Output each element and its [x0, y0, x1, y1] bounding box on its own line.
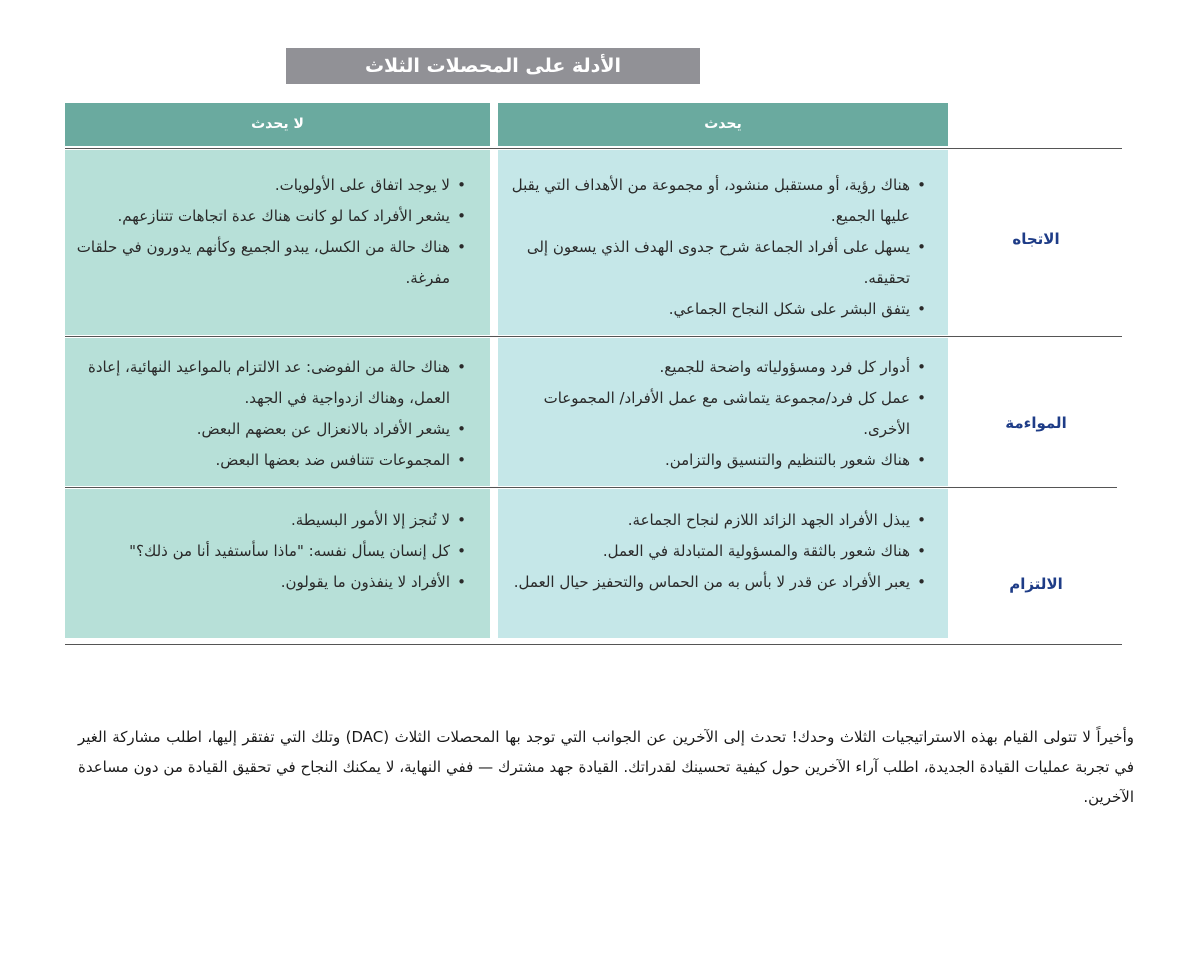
bullet-list — [73, 352, 466, 476]
cell-commitment-doesnt — [65, 489, 490, 638]
bullet-list — [506, 352, 926, 476]
list-item: • عمل كل فرد/مجموعة يتماشى مع عمل الأفراد/ المجموعات الأخرى. — [506, 383, 926, 445]
bullet-list — [73, 170, 466, 294]
list-item: • هناك رؤية، أو مستقبل منشود، أو مجموعة من الأهداف التي يقبل عليها الجميع. — [506, 170, 926, 232]
bullet-list — [506, 170, 926, 325]
cell-direction-does — [498, 150, 948, 335]
list-item: • كل إنسان يسأل نفسه: "ماذا سأستفيد أنا من ذلك؟" — [73, 536, 466, 567]
table-rule-top — [65, 148, 1122, 149]
list-item: • يبذل الأفراد الجهد الزائد اللازم لنجاح الجماعة. — [506, 505, 926, 536]
column-header-does: يحدث — [498, 103, 948, 146]
bullet-list — [73, 505, 466, 598]
list-item: • يعبر الأفراد عن قدر لا بأس به من الحماس والتحفيز حيال العمل. — [506, 567, 926, 598]
list-item: • يشعر الأفراد كما لو كانت هناك عدة اتجاهات تتنازعهم. — [73, 201, 466, 232]
cell-alignment-does — [498, 338, 948, 486]
list-item: • هناك شعور بالتنظيم والتنسيق والتزامن. — [506, 445, 926, 476]
list-item: • هناك حالة من الفوضى: عد الالتزام بالمواعيد النهائية، إعادة العمل، وهناك ازدواجية في الجهد. — [73, 352, 466, 414]
list-item: • هناك حالة من الكسل، يبدو الجميع وكأنهم يدورون في حلقات مفرغة. — [73, 232, 466, 294]
row-label-direction: الاتجاه — [1012, 230, 1060, 248]
bullet-list — [506, 505, 926, 598]
list-item: • هناك شعور بالثقة والمسؤولية المتبادلة في العمل. — [506, 536, 926, 567]
closing-paragraph: وأخيراً لا تتولى القيام بهذه الاستراتيجيات الثلاث وحدك! تحدث إلى الآخرين عن الجوانب التي توجد بها المحصلات الثلاث (DAC) وتلك التي تفتقر إليها، اطلب مشاركة الغير في تجربة عمليات القيادة الجديدة، اطلب آراء الآخرين حول كيفية تحسينك لقدراتك. القيادة جهد مشترك — ففي النهاية، لا يمكنك النجاح في تحقيق القيادة من دون مساعدة الآخرين. — [78, 728, 1134, 806]
cell-alignment-doesnt — [65, 338, 490, 486]
cell-direction-doesnt — [65, 150, 490, 335]
row-label-alignment: المواءمة — [1005, 414, 1067, 432]
list-item: • المجموعات تتنافس ضد بعضها البعض. — [73, 445, 466, 476]
list-item: • لا تُنجز إلا الأمور البسيطة. — [73, 505, 466, 536]
list-item: • الأفراد لا ينفذون ما يقولون. — [73, 567, 466, 598]
list-item: • يسهل على أفراد الجماعة شرح جدوى الهدف الذي يسعون إلى تحقيقه. — [506, 232, 926, 294]
list-item: • لا يوجد اتفاق على الأولويات. — [73, 170, 466, 201]
row-label-commitment: الالتزام — [1009, 575, 1063, 593]
cell-commitment-does — [498, 489, 948, 638]
column-header-doesnt: لا يحدث — [65, 103, 490, 146]
list-item: • يتفق البشر على شكل النجاح الجماعي. — [506, 294, 926, 325]
table-rule-row2 — [65, 487, 1117, 488]
list-item: • أدوار كل فرد ومسؤولياته واضحة للجميع. — [506, 352, 926, 383]
list-item: • يشعر الأفراد بالانعزال عن بعضهم البعض. — [73, 414, 466, 445]
table-rule-row1 — [65, 336, 1122, 337]
table-title: الأدلة على المحصلات الثلاث — [286, 48, 700, 84]
table-rule-bottom — [65, 644, 1122, 645]
